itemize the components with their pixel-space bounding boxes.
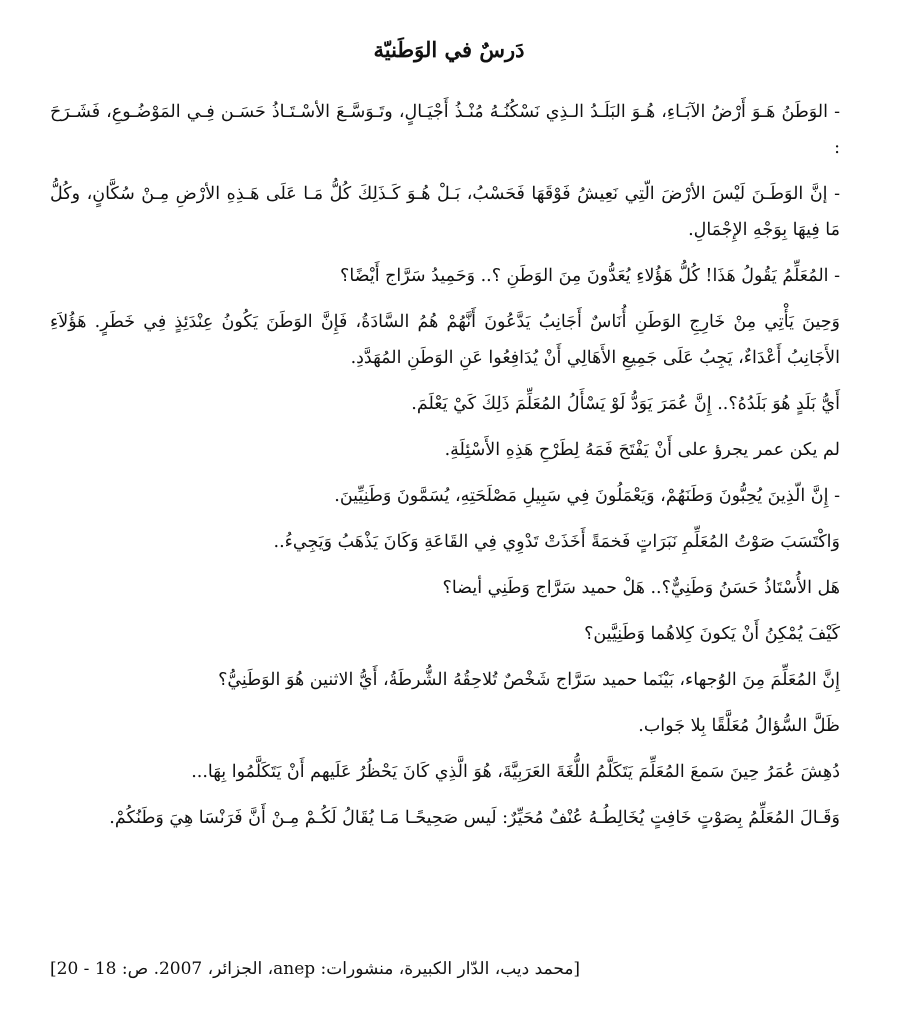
paragraph-13: دُهِشَ عُمَرُ حِينَ سَمعَ المُعَلِّمَ يَتَكَلَّمُ اللُّغَةَ العَرَبِيَّةَ، هُوَ الَّذِي كَانَ يَحْظُرُ عَلَيهم أَنْ يَتَكَلَّمُوا بِهَا...: [191, 762, 840, 782]
document-title: دَرسٌ في الوَطَنيّة: [373, 37, 525, 62]
paragraph-11: إِنَّ المُعَلِّمَ مِنَ الوُجهاء، بَيْنَما حميد سَرَّاج شَخْصٌ تُلاحِقُهُ الشُّرطَةُ، أَيُّ الاثنين هُوَ الوَطَنِيُّ؟: [218, 670, 840, 690]
source-citation: [50, 952, 840, 986]
paragraph-8: وَاكْتَسَبَ صَوْتُ المُعَلِّمِ نَبَرَاتٍ فَخمَةً أَخَذَتْ تَدْوِي فِي القَاعَةِ وَكَانَ يَذْهَبُ وَيَجِيءُ..: [273, 532, 840, 552]
paragraph-4: وَحِينَ يَأْتِي مِنْ خَارِجِ الوَطَنِ أُنَاسٌ أَجَانِبُ يَدَّعُونَ أَنَّهُمْ هُمُ السَّادَةُ، فَإِنَّ الوَطَنَ يَكُونُ عِنْدَئِذٍ فِي خَطَرٍ. هَؤُلاَءِ الأَجَانِبُ أَعْدَاءٌ، يَجِبُ عَلَى جَمِيعِ الأَهَالِي أَنْ يُدَافِعُوا عَنِ الوَطَنِ المُهَدَّدِ.: [50, 312, 840, 368]
document-body: [50, 94, 840, 846]
paragraph-14: وَقَـالَ المُعَلِّمُ بِصَوْتٍ خَافِتٍ يُخَالِطُـهُ عُنْفٌ مُحَيِّرٌ: لَيس صَحِيحًـا مَـا يُقَالُ لَكُـمْ مِـنْ أَنَّ فَرَنْسَا هِيَ وَطَنُكُمْ.: [109, 808, 840, 828]
paragraph-3: - المُعَلِّمُ يَقُولُ هَذَا! كُلُّ هَؤُلاءِ يُعَدُّونَ مِنَ الوَطَنِ ؟.. وَحَمِيدُ سَرَّاج أَيْضًا؟: [340, 266, 840, 286]
paragraph-9: هَل الأُسْتَاذُ حَسَنُ وَطَنِيٌّ؟.. هَلْ حميد سَرَّاج وَطَنِي أيضا؟: [442, 578, 840, 598]
paragraph-5: أَيُّ بَلَدٍ هُوَ بَلَدُهُ؟.. إِنَّ عُمَرَ يَوَدُّ لَوْ يَسْأَلُ المُعَلِّمَ ذَلِكَ كَيْ يَعْلَمَ.: [411, 394, 840, 414]
paragraph-10: كَيْفَ يُمْكِنُ أَنْ يَكونَ كِلاهُما وَطَنِيَّين؟: [584, 624, 840, 644]
citation-text: [محمد ديب، الدّار الكبيرة، منشورات: anep، الجزائر، 2007. ص: 18 - 20]: [50, 959, 581, 979]
paragraph-2: - إنَّ الوَطَـنَ لَيْسَ الأرْضَ الّتِي نَعِيشُ فَوْقَهَا فَحَسْبُ، بَـلْ هُـوَ كَـذَلِكَ كُلُّ مَـا عَلَى هَـذِهِ الأرْضِ مِـنْ سُكَّانٍ، وكُلُّ مَا فِيهَا بِوَجْهِ الإِجْمَالِ.: [50, 184, 840, 240]
paragraph-7: - إِنَّ الّذِينَ يُحِبُّونَ وَطَنَهُمْ، وَيَعْمَلُونَ فِي سَبِيلِ مَصْلَحَتِهِ، يُسَمَّونَ وَطَنِيِّينَ.: [334, 486, 840, 506]
paragraph-6: لم يكن عمر يجرؤ على أَنْ يَفْتَحَ فَمَهُ لِطَرْحِ هَذِهِ الأَسْئِلَةِ.: [444, 440, 840, 460]
paragraph-1: - الوَطَنُ هَـوَ أَرْضُ الآبَـاءِ، هُـوَ البَلَـدُ الـذِي نَسْكُنُـهُ مُنْـذُ أَجْيَـالٍ، وتَـوَسَّـعَ الأسْـتَـاذُ حَسَـن فِـي المَوْضُـوعِ، فَشَـرَحَ :: [50, 102, 840, 158]
paragraph-12: ظَلَّ السُّؤالُ مُعَلَّقًا بِلا جَواب.: [638, 716, 840, 736]
